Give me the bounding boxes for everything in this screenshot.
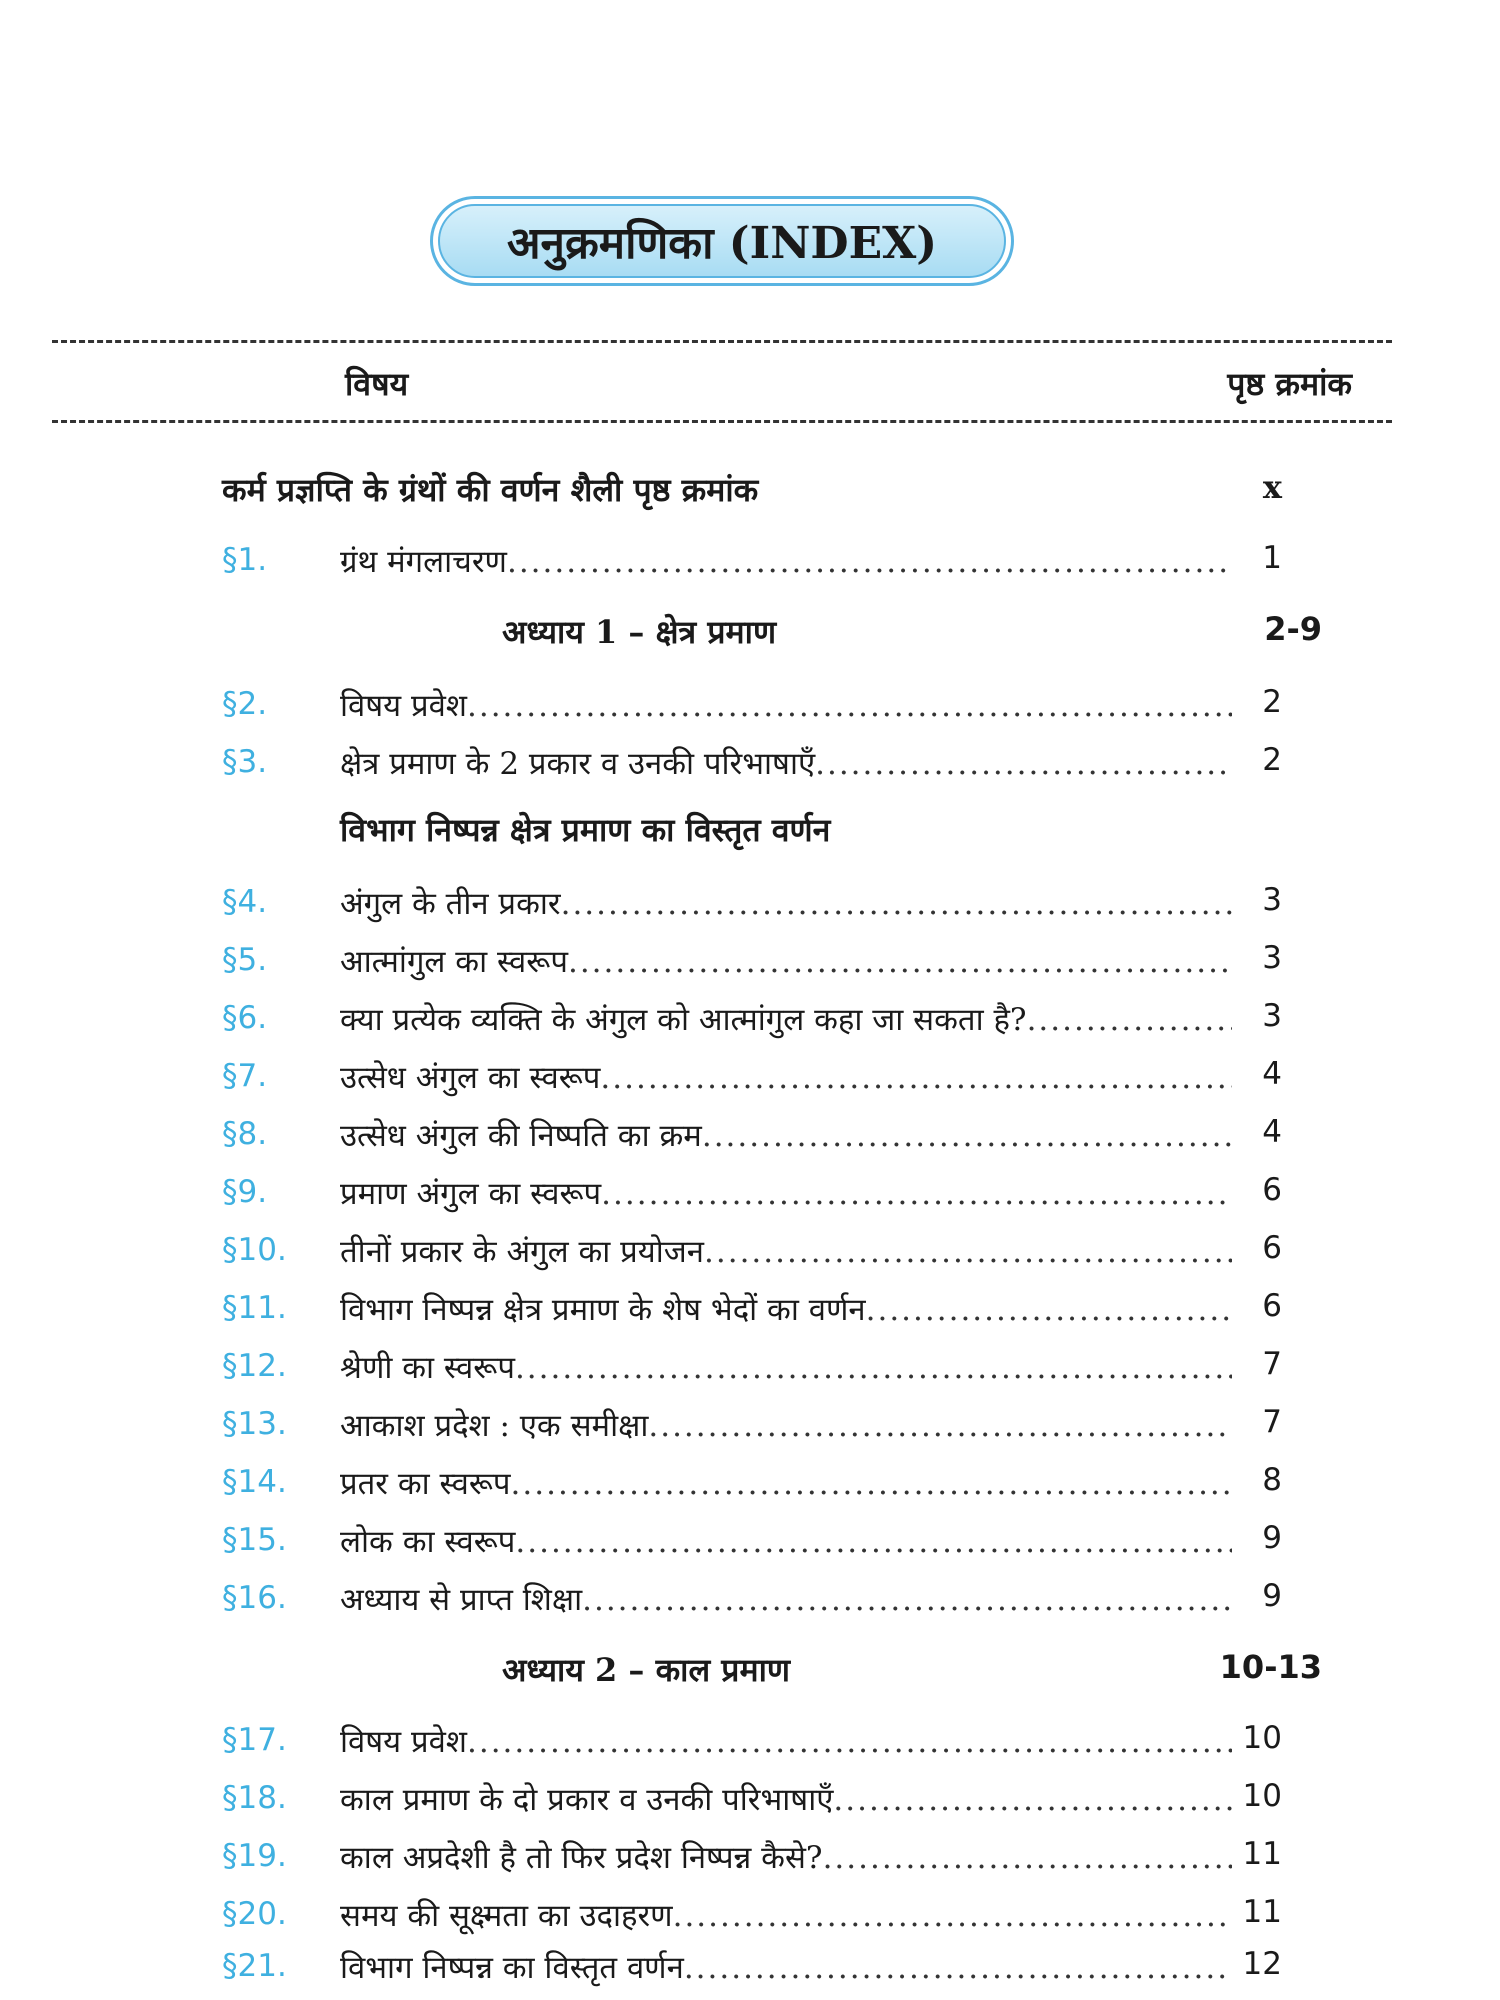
entry-page: 10 <box>1242 1778 1282 1814</box>
dot-leader <box>684 1950 1232 1986</box>
entry-label: प्रतर का स्वरूप <box>340 1466 511 1502</box>
dot-leader <box>815 746 1232 782</box>
entry-number: §5. <box>222 942 268 978</box>
toc-entry <box>222 1778 1282 1822</box>
entry-label: क्षेत्र प्रमाण के 2 प्रकार व उनकी परिभाषाएँ <box>340 746 816 782</box>
entry-number: §14. <box>222 1464 287 1500</box>
entry-number: §9. <box>222 1174 268 1210</box>
intro-row <box>222 468 1282 511</box>
entry-page: 2 <box>1262 684 1282 720</box>
entry-number: §12. <box>222 1348 287 1384</box>
toc-entry <box>222 540 1282 584</box>
toc-entry <box>222 1946 1282 1990</box>
dot-leader <box>561 886 1232 922</box>
toc-entry <box>222 1056 1282 1100</box>
entry-number: §15. <box>222 1522 287 1558</box>
section-subheading: विभाग निष्पन्न क्षेत्र प्रमाण का विस्तृत वर्णन <box>340 811 831 849</box>
entry-label: उत्सेध अंगुल की निष्पति का क्रम <box>340 1118 702 1154</box>
dot-leader <box>866 1292 1232 1328</box>
dot-leader <box>511 1466 1232 1502</box>
dot-leader <box>601 1176 1232 1212</box>
entry-page: 11 <box>1242 1894 1282 1930</box>
entry-label: अध्याय से प्राप्त शिक्षा <box>340 1582 583 1618</box>
entry-page: 3 <box>1262 998 1282 1034</box>
toc-entry <box>222 1172 1282 1216</box>
entry-label: काल अप्रदेशी है तो फिर प्रदेश निष्पन्न कैसे? <box>340 1840 823 1876</box>
entry-number: §1. <box>222 542 268 578</box>
entry-number: §16. <box>222 1580 287 1616</box>
entry-label: काल प्रमाण के दो प्रकार व उनकी परिभाषाएँ <box>340 1782 834 1818</box>
entry-page: 3 <box>1262 882 1282 918</box>
toc-entry <box>222 684 1282 728</box>
toc-entry <box>222 1894 1282 1938</box>
header-subject: विषय <box>345 365 409 403</box>
entry-label: उत्सेध अंगुल का स्वरूप <box>340 1060 601 1096</box>
toc-entry <box>222 1462 1282 1506</box>
dot-leader <box>507 544 1232 580</box>
header-page-no: पृष्ठ क्रमांक <box>1227 365 1352 403</box>
divider-top <box>52 340 1392 343</box>
entry-page: 4 <box>1262 1056 1282 1092</box>
entry-page: 4 <box>1262 1114 1282 1150</box>
dot-leader <box>833 1782 1232 1818</box>
dot-leader <box>582 1582 1232 1618</box>
entry-number: §13. <box>222 1406 287 1442</box>
dot-leader <box>823 1840 1232 1876</box>
entry-label: श्रेणी का स्वरूप <box>340 1350 515 1386</box>
chapter-2-range: 10-13 <box>1219 1648 1322 1686</box>
entry-label: क्या प्रत्येक व्यक्ति के अंगुल को आत्मांगुल कहा जा सकता है? <box>340 1002 1027 1038</box>
entry-label: लोक का स्वरूप <box>340 1524 516 1560</box>
entry-number: §6. <box>222 1000 268 1036</box>
entry-label: अंगुल के तीन प्रकार <box>340 886 561 922</box>
entry-page: 9 <box>1262 1578 1282 1614</box>
entry-page: 7 <box>1262 1404 1282 1440</box>
entry-number: §10. <box>222 1232 287 1268</box>
toc-entry <box>222 1520 1282 1564</box>
entry-label: विषय प्रवेश <box>340 1724 467 1760</box>
entry-number: §17. <box>222 1722 287 1758</box>
entry-label: विभाग निष्पन्न क्षेत्र प्रमाण के शेष भेदों का वर्णन <box>340 1292 866 1328</box>
entry-page: 10 <box>1242 1720 1282 1756</box>
dot-leader <box>600 1060 1232 1096</box>
intro-page: x <box>1262 468 1282 506</box>
entry-label: ग्रंथ मंगलाचरण <box>340 544 507 580</box>
entry-page: 11 <box>1242 1836 1282 1872</box>
entry-page: 3 <box>1262 940 1282 976</box>
dot-leader <box>702 1118 1232 1154</box>
dot-leader <box>515 1524 1232 1560</box>
toc-entry <box>222 1404 1282 1448</box>
intro-label: कर्म प्रज्ञप्ति के ग्रंथों की वर्णन शैली पृष्ठ क्रमांक <box>222 471 759 509</box>
toc-entry <box>222 1578 1282 1622</box>
entry-page: 6 <box>1262 1288 1282 1324</box>
dot-leader <box>1027 1002 1232 1038</box>
toc-entry <box>222 1114 1282 1158</box>
entry-page: 6 <box>1262 1172 1282 1208</box>
entry-number: §11. <box>222 1290 287 1326</box>
entry-page: 8 <box>1262 1462 1282 1498</box>
entry-number: §3. <box>222 744 268 780</box>
entry-number: §4. <box>222 884 268 920</box>
toc-entry <box>222 1836 1282 1880</box>
toc-entry <box>222 1288 1282 1332</box>
entry-number: §18. <box>222 1780 287 1816</box>
entry-label: समय की सूक्ष्मता का उदाहरण <box>340 1898 673 1934</box>
toc-entry <box>222 940 1282 984</box>
entry-number: §21. <box>222 1948 287 1984</box>
entry-label: तीनों प्रकार के अंगुल का प्रयोजन <box>340 1234 705 1270</box>
entry-number: §19. <box>222 1838 287 1874</box>
divider-bottom <box>52 420 1392 423</box>
entry-label: विषय प्रवेश <box>340 688 467 724</box>
entry-page: 12 <box>1242 1946 1282 1982</box>
dot-leader <box>673 1898 1232 1934</box>
entry-label: आकाश प्रदेश : एक समीक्षा <box>340 1408 649 1444</box>
chapter-1-title: अध्याय 1 – क्षेत्र प्रमाण <box>502 613 777 651</box>
entry-number: §8. <box>222 1116 268 1152</box>
dot-leader <box>467 1724 1232 1760</box>
chapter-1-range: 2-9 <box>1264 610 1322 648</box>
toc-entry <box>222 742 1282 786</box>
dot-leader <box>568 944 1232 980</box>
entry-page: 7 <box>1262 1346 1282 1382</box>
toc-entry <box>222 1230 1282 1274</box>
entry-page: 1 <box>1262 540 1282 576</box>
title-frame <box>430 196 1014 286</box>
toc-entry <box>222 998 1282 1042</box>
dot-leader <box>648 1408 1232 1444</box>
dot-leader <box>515 1350 1232 1386</box>
entry-page: 9 <box>1262 1520 1282 1556</box>
toc-entry <box>222 1346 1282 1390</box>
entry-label: प्रमाण अंगुल का स्वरूप <box>340 1176 602 1212</box>
entry-number: §20. <box>222 1896 287 1932</box>
dot-leader <box>467 688 1232 724</box>
entry-number: §7. <box>222 1058 268 1094</box>
entry-label: विभाग निष्पन्न का विस्तृत वर्णन <box>340 1950 684 1986</box>
page-title: अनुक्रमणिका (INDEX) <box>438 204 1006 278</box>
entry-page: 2 <box>1262 742 1282 778</box>
toc-entry <box>222 1720 1282 1764</box>
toc-entry <box>222 882 1282 926</box>
entry-label: आत्मांगुल का स्वरूप <box>340 944 568 980</box>
dot-leader <box>704 1234 1232 1270</box>
entry-page: 6 <box>1262 1230 1282 1266</box>
entry-number: §2. <box>222 686 268 722</box>
chapter-2-title: अध्याय 2 – काल प्रमाण <box>502 1651 791 1689</box>
